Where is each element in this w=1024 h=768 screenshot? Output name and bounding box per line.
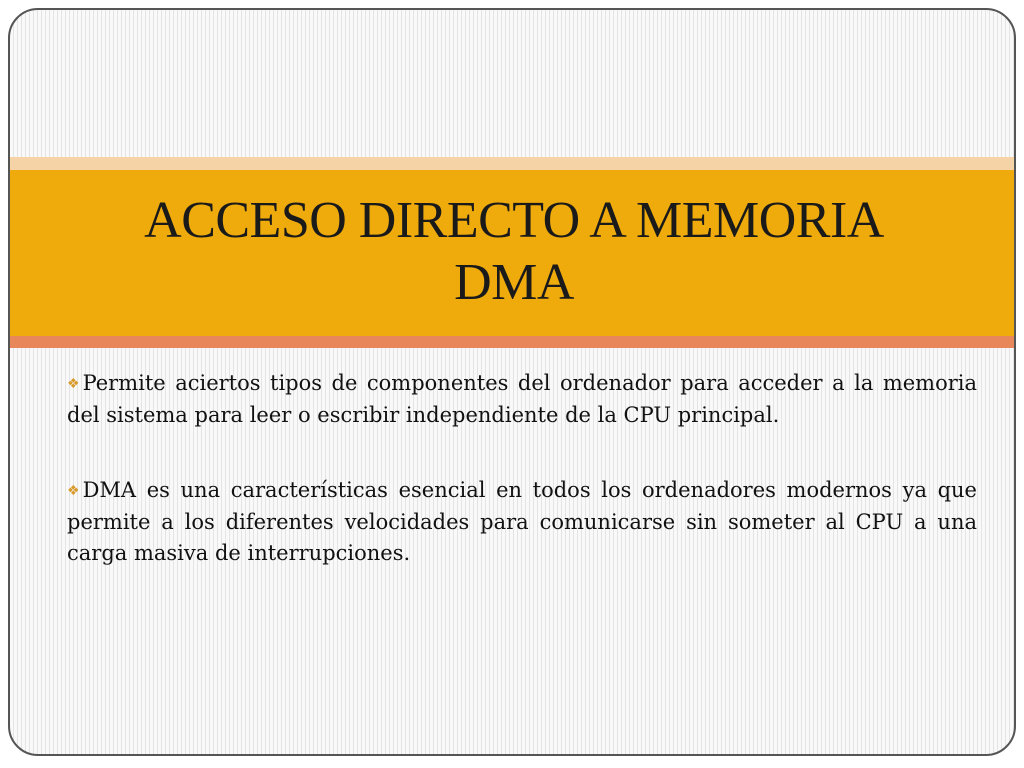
slide — [8, 8, 1016, 756]
bullet-item-1 — [67, 368, 977, 431]
bullet-text-2: DMA es una características esencial en todos los ordenadores modernos ya que permite a los diferentes velocidades para comunicarse sin someter al CPU a una carga masiva de interrupciones. — [67, 478, 977, 565]
slide-title — [30, 190, 998, 314]
diamond-bullet-icon: ❖ — [67, 483, 80, 499]
bullet-item-2 — [67, 475, 977, 569]
bullet-list — [67, 368, 977, 613]
slide-title-line-2: DMA — [454, 254, 574, 311]
bullet-text-1: Permite aciertos tipos de componentes del ordenador para acceder a la memoria del sistema para leer o escribir independiente de la CPU principal. — [67, 371, 977, 427]
title-band-top-stripe — [10, 157, 1014, 170]
slide-title-line-1: ACCESO DIRECTO A MEMORIA — [144, 192, 884, 249]
diamond-bullet-icon: ❖ — [67, 376, 80, 392]
title-band-bottom-stripe — [10, 336, 1014, 348]
